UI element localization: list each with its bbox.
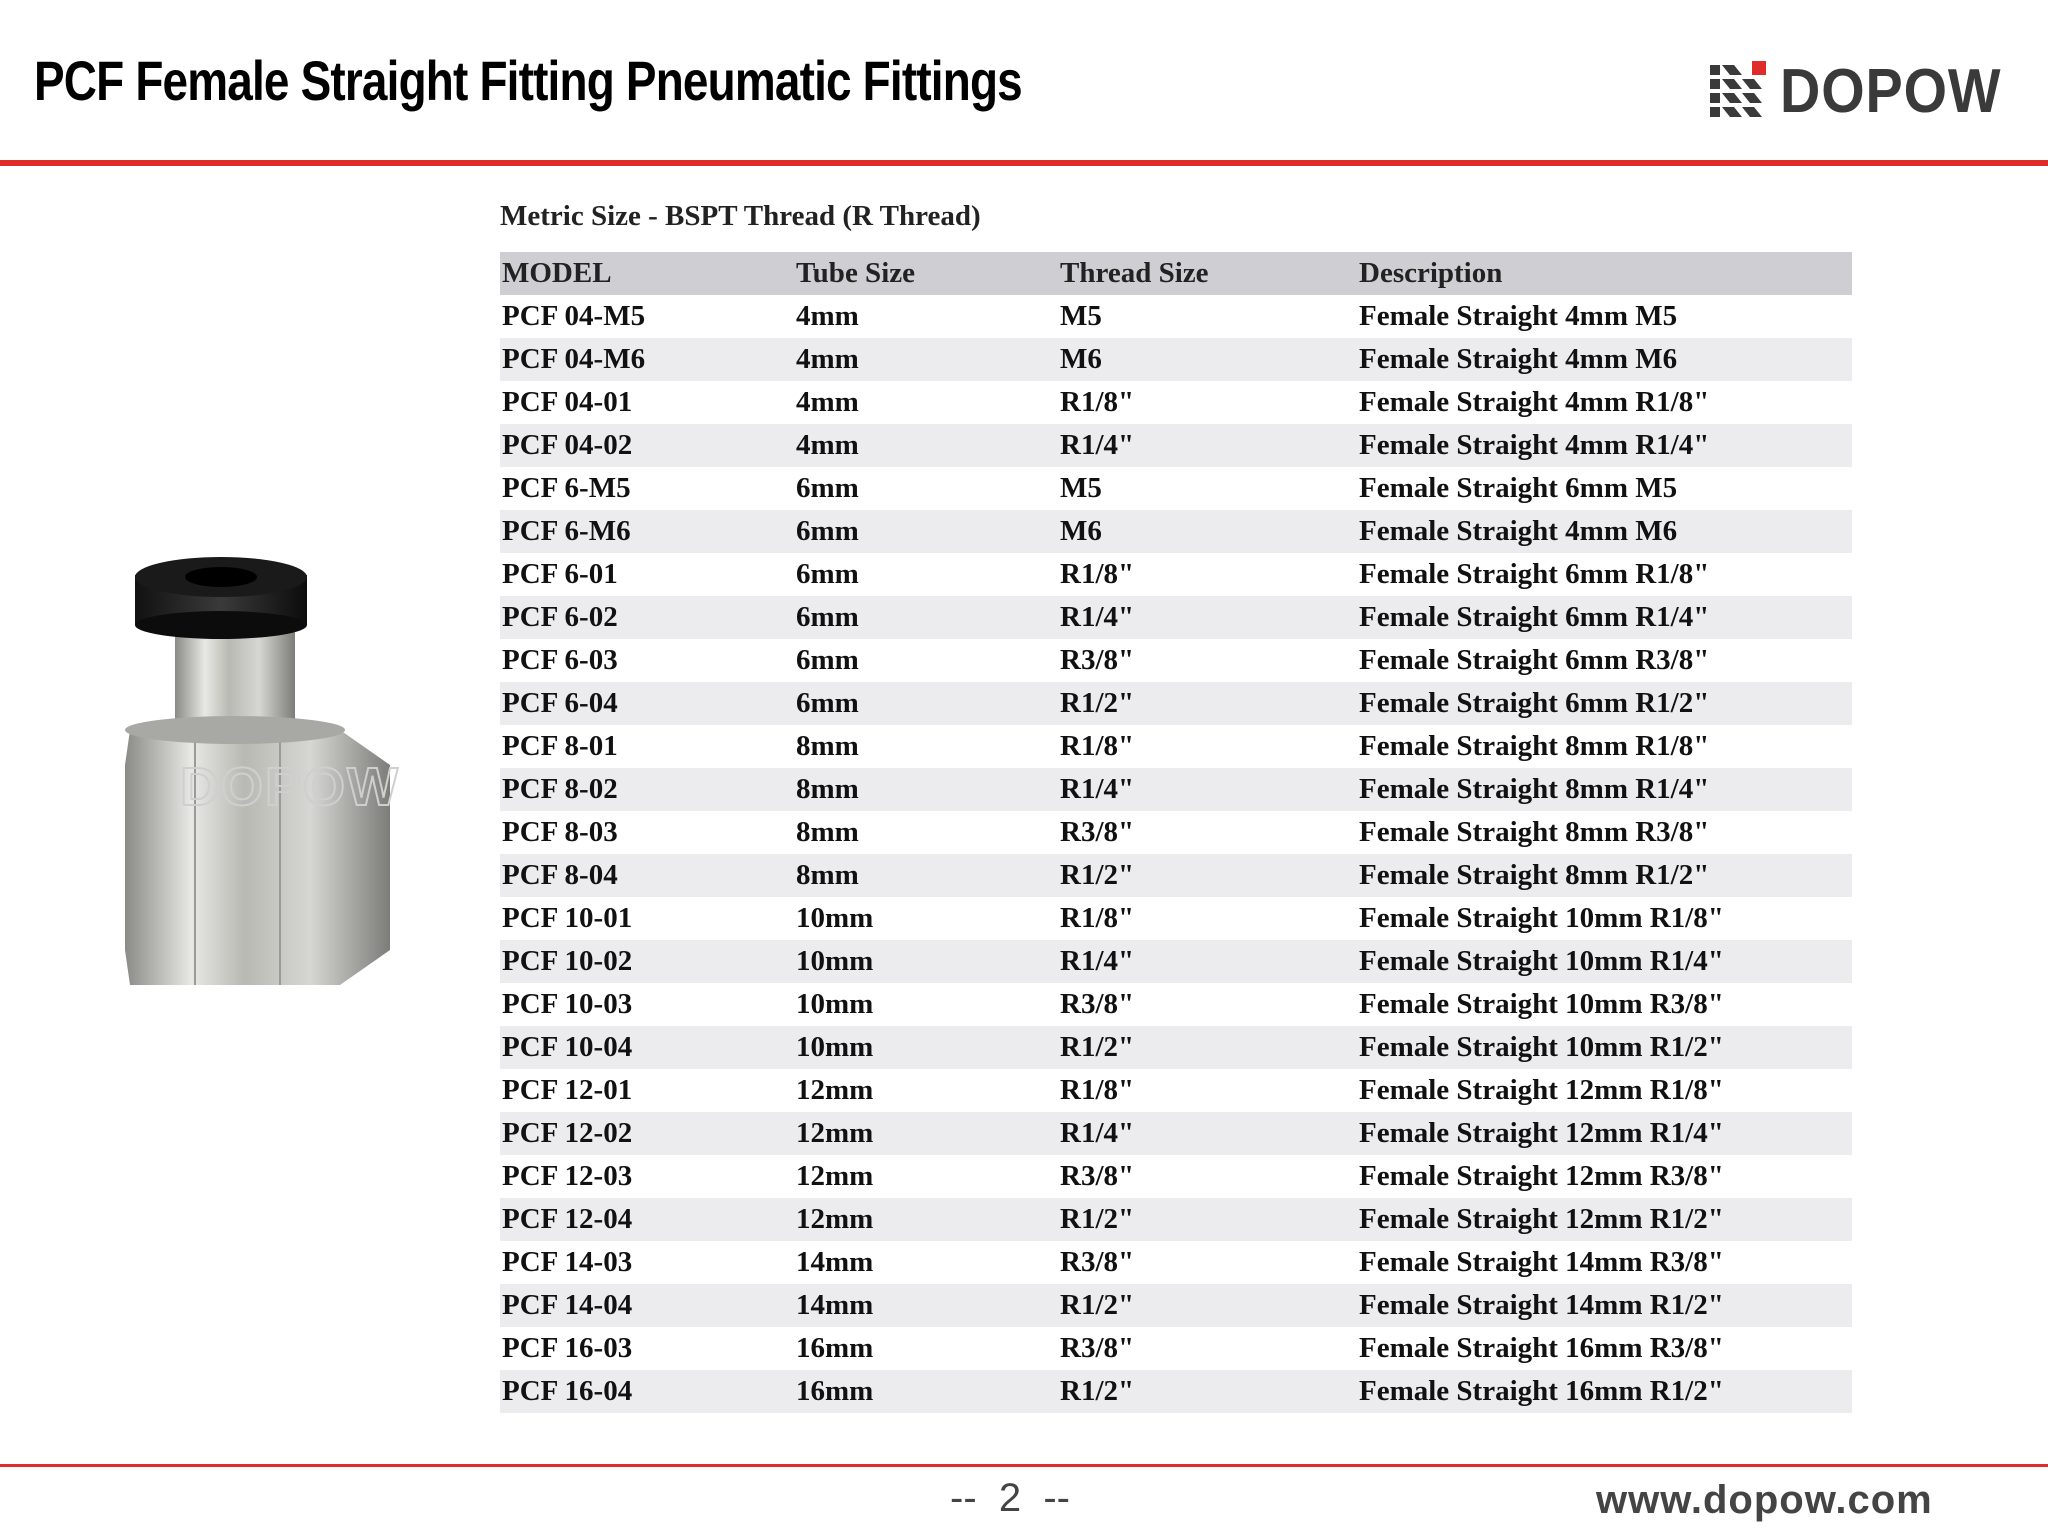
table-caption: Metric Size - BSPT Thread (R Thread) bbox=[500, 200, 981, 232]
table-row bbox=[500, 510, 1852, 553]
cell-model: PCF 10-02 bbox=[500, 940, 794, 983]
table-row bbox=[500, 682, 1852, 725]
cell-thread-size: R1/2" bbox=[1058, 1284, 1357, 1327]
cell-thread-size: R1/2" bbox=[1058, 1198, 1357, 1241]
cell-thread-size: R1/2" bbox=[1058, 682, 1357, 725]
cell-tube-size: 14mm bbox=[794, 1284, 1058, 1327]
cell-thread-size: R1/8" bbox=[1060, 558, 1135, 590]
cell-description: Female Straight 16mm R3/8" bbox=[1359, 1332, 1724, 1364]
table-row bbox=[500, 424, 1852, 467]
cell-description: Female Straight 12mm R1/8" bbox=[1359, 1074, 1724, 1106]
cell-thread-size: R1/2" bbox=[1058, 1026, 1357, 1069]
table-row bbox=[500, 811, 1852, 854]
cell-model: PCF 10-03 bbox=[502, 988, 633, 1020]
logo-text: DOPOW bbox=[1780, 57, 2002, 126]
cell-thread-size: R3/8" bbox=[1060, 1332, 1135, 1364]
cell-description: Female Straight 10mm R1/4" bbox=[1357, 940, 1852, 983]
cell-description: Female Straight 8mm R1/2" bbox=[1357, 854, 1852, 897]
cell-thread-size: R3/8" bbox=[1060, 1246, 1135, 1278]
cell-model: PCF 8-01 bbox=[502, 730, 618, 762]
cell-description: Female Straight 6mm R1/2" bbox=[1357, 682, 1852, 725]
cell-model: PCF 14-04 bbox=[500, 1284, 794, 1327]
cell-description: Female Straight 4mm M5 bbox=[1359, 300, 1678, 332]
cell-description: Female Straight 4mm M6 bbox=[1357, 338, 1852, 381]
column-header-description: Description bbox=[1357, 252, 1852, 295]
product-image bbox=[100, 555, 420, 1005]
cell-tube-size: 12mm bbox=[794, 1198, 1058, 1241]
cell-model: PCF 12-04 bbox=[500, 1198, 794, 1241]
table-row bbox=[500, 596, 1852, 639]
brand-logo bbox=[1708, 56, 2026, 127]
cell-thread-size: R1/4" bbox=[1058, 424, 1357, 467]
column-header-tube-size: Tube Size bbox=[794, 252, 1058, 295]
cell-model: PCF 16-04 bbox=[500, 1370, 794, 1413]
cell-tube-size: 4mm bbox=[796, 386, 859, 418]
table-header-row bbox=[500, 252, 1852, 295]
cell-tube-size: 10mm bbox=[794, 940, 1058, 983]
cell-description: Female Straight 10mm R1/2" bbox=[1357, 1026, 1852, 1069]
cell-model: PCF 12-03 bbox=[502, 1160, 633, 1192]
cell-model: PCF 8-03 bbox=[502, 816, 618, 848]
table-row bbox=[500, 1198, 1852, 1241]
cell-model: PCF 6-01 bbox=[502, 558, 618, 590]
table-row bbox=[500, 940, 1852, 983]
cell-model: PCF 6-M6 bbox=[500, 510, 794, 553]
cell-thread-size: R1/4" bbox=[1058, 940, 1357, 983]
cell-description: Female Straight 4mm R1/4" bbox=[1357, 424, 1852, 467]
cell-model: PCF 04-M6 bbox=[500, 338, 794, 381]
cell-tube-size: 8mm bbox=[794, 854, 1058, 897]
table-row bbox=[500, 381, 1852, 424]
cell-tube-size: 6mm bbox=[796, 644, 859, 676]
cell-tube-size: 6mm bbox=[794, 510, 1058, 553]
table-row bbox=[500, 897, 1852, 940]
table-row bbox=[500, 725, 1852, 768]
cell-model: PCF 14-03 bbox=[502, 1246, 633, 1278]
table-row bbox=[500, 1112, 1852, 1155]
cell-description: Female Straight 12mm R1/2" bbox=[1357, 1198, 1852, 1241]
cell-thread-size: M6 bbox=[1058, 338, 1357, 381]
cell-tube-size: 12mm bbox=[796, 1074, 874, 1106]
cell-thread-size: R1/4" bbox=[1058, 768, 1357, 811]
table-row bbox=[500, 1069, 1852, 1112]
cell-thread-size: R1/8" bbox=[1060, 730, 1135, 762]
cell-description: Female Straight 6mm R3/8" bbox=[1359, 644, 1710, 676]
cell-tube-size: 6mm bbox=[794, 596, 1058, 639]
cell-model: PCF 8-02 bbox=[500, 768, 794, 811]
table-row bbox=[500, 1026, 1852, 1069]
cell-description: Female Straight 8mm R1/4" bbox=[1357, 768, 1852, 811]
cell-tube-size: 16mm bbox=[794, 1370, 1058, 1413]
cell-thread-size: M5 bbox=[1060, 300, 1102, 332]
cell-thread-size: M6 bbox=[1058, 510, 1357, 553]
cell-description: Female Straight 8mm R1/8" bbox=[1359, 730, 1710, 762]
cell-tube-size: 10mm bbox=[794, 1026, 1058, 1069]
cell-description: Female Straight 8mm R3/8" bbox=[1359, 816, 1710, 848]
table-row bbox=[500, 338, 1852, 381]
cell-description: Female Straight 16mm R1/2" bbox=[1357, 1370, 1852, 1413]
cell-thread-size: R3/8" bbox=[1060, 816, 1135, 848]
cell-tube-size: 14mm bbox=[796, 1246, 874, 1278]
table-row bbox=[500, 1284, 1852, 1327]
dopow-logo-icon bbox=[1708, 59, 1774, 125]
table-row bbox=[500, 1327, 1852, 1370]
cell-model: PCF 12-02 bbox=[500, 1112, 794, 1155]
cell-model: PCF 12-01 bbox=[502, 1074, 633, 1106]
cell-description: Female Straight 10mm R3/8" bbox=[1359, 988, 1724, 1020]
table-row bbox=[500, 295, 1852, 338]
cell-thread-size: R3/8" bbox=[1060, 644, 1135, 676]
cell-description: Female Straight 6mm R1/4" bbox=[1357, 596, 1852, 639]
table-body bbox=[500, 295, 1852, 1413]
cell-description: Female Straight 12mm R1/4" bbox=[1357, 1112, 1852, 1155]
table-row bbox=[500, 768, 1852, 811]
page-number: -- 2 -- bbox=[950, 1476, 1070, 1520]
cell-tube-size: 8mm bbox=[796, 816, 859, 848]
cell-model: PCF 04-M5 bbox=[502, 300, 646, 332]
header-divider bbox=[0, 160, 2048, 166]
cell-model: PCF 10-01 bbox=[502, 902, 633, 934]
cell-description: Female Straight 6mm M5 bbox=[1359, 472, 1678, 504]
cell-tube-size: 6mm bbox=[796, 472, 859, 504]
table-row bbox=[500, 639, 1852, 682]
cell-model: PCF 6-03 bbox=[502, 644, 618, 676]
footer-url[interactable]: www.dopow.com bbox=[1596, 1478, 1933, 1522]
cell-tube-size: 4mm bbox=[794, 338, 1058, 381]
cell-description: Female Straight 14mm R3/8" bbox=[1359, 1246, 1724, 1278]
table-row bbox=[500, 1155, 1852, 1198]
cell-description: Female Straight 10mm R1/8" bbox=[1359, 902, 1724, 934]
cell-model: PCF 6-M5 bbox=[502, 472, 631, 504]
column-header-thread-size: Thread Size bbox=[1058, 252, 1357, 295]
cell-model: PCF 10-04 bbox=[500, 1026, 794, 1069]
cell-tube-size: 16mm bbox=[796, 1332, 874, 1364]
cell-thread-size: R1/8" bbox=[1060, 386, 1135, 418]
cell-model: PCF 04-02 bbox=[500, 424, 794, 467]
cell-tube-size: 8mm bbox=[796, 730, 859, 762]
cell-description: Female Straight 14mm R1/2" bbox=[1357, 1284, 1852, 1327]
product-watermark: DOPOW bbox=[180, 757, 400, 817]
cell-thread-size: M5 bbox=[1060, 472, 1102, 504]
cell-thread-size: R3/8" bbox=[1060, 988, 1135, 1020]
cell-tube-size: 6mm bbox=[794, 682, 1058, 725]
page-title: PCF Female Straight Fitting Pneumatic Fittings bbox=[34, 49, 1022, 112]
cell-description: Female Straight 4mm M6 bbox=[1357, 510, 1852, 553]
cell-thread-size: R1/4" bbox=[1058, 1112, 1357, 1155]
column-header-model: MODEL bbox=[500, 252, 794, 295]
cell-tube-size: 10mm bbox=[796, 902, 874, 934]
cell-model: PCF 04-01 bbox=[502, 386, 633, 418]
footer-divider bbox=[0, 1464, 2048, 1467]
table-row bbox=[500, 467, 1852, 510]
cell-thread-size: R1/8" bbox=[1060, 1074, 1135, 1106]
table-row bbox=[500, 854, 1852, 897]
cell-model: PCF 6-04 bbox=[500, 682, 794, 725]
cell-tube-size: 12mm bbox=[794, 1112, 1058, 1155]
cell-model: PCF 8-04 bbox=[500, 854, 794, 897]
cell-thread-size: R3/8" bbox=[1060, 1160, 1135, 1192]
cell-tube-size: 4mm bbox=[794, 424, 1058, 467]
table-row bbox=[500, 553, 1852, 596]
cell-description: Female Straight 6mm R1/8" bbox=[1359, 558, 1710, 590]
cell-thread-size: R1/8" bbox=[1060, 902, 1135, 934]
cell-tube-size: 12mm bbox=[796, 1160, 874, 1192]
cell-description: Female Straight 4mm R1/8" bbox=[1359, 386, 1710, 418]
cell-tube-size: 6mm bbox=[796, 558, 859, 590]
cell-thread-size: R1/2" bbox=[1058, 854, 1357, 897]
table-row bbox=[500, 1370, 1852, 1413]
table-row bbox=[500, 1241, 1852, 1284]
cell-tube-size: 8mm bbox=[794, 768, 1058, 811]
table-row bbox=[500, 983, 1852, 1026]
cell-description: Female Straight 12mm R3/8" bbox=[1359, 1160, 1724, 1192]
cell-thread-size: R1/2" bbox=[1058, 1370, 1357, 1413]
cell-tube-size: 4mm bbox=[796, 300, 859, 332]
cell-model: PCF 6-02 bbox=[500, 596, 794, 639]
cell-model: PCF 16-03 bbox=[502, 1332, 633, 1364]
spec-table bbox=[500, 252, 1852, 1413]
cell-thread-size: R1/4" bbox=[1058, 596, 1357, 639]
cell-tube-size: 10mm bbox=[796, 988, 874, 1020]
